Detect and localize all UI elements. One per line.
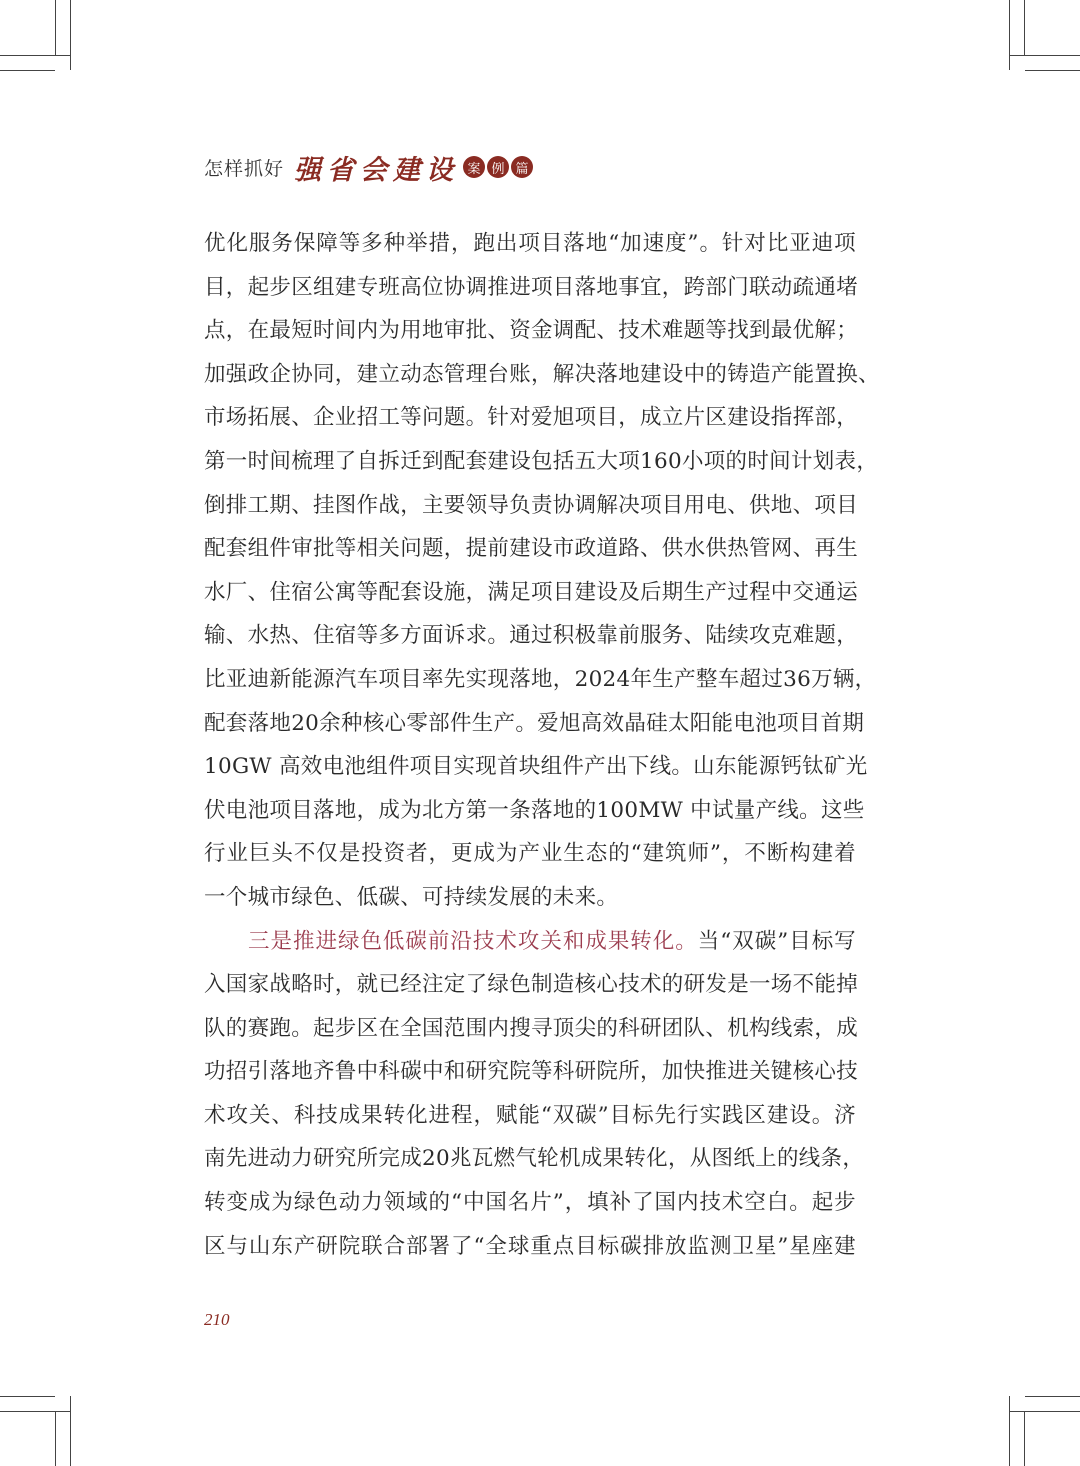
text-line: 目，起步区组建专班高位协调推进项目落地事宜，跨部门联动疏通堵 bbox=[204, 274, 859, 300]
text-line: 倒排工期、挂图作战，主要领导负责协调解决项目用电、供地、项目 bbox=[204, 492, 859, 518]
text-line: 点，在最短时间内为用地审批、资金调配、技术难题等找到最优解； bbox=[204, 318, 859, 344]
header-badge: 案 bbox=[463, 156, 485, 178]
text-line: 一个城市绿色、低碳、可持续发展的未来。 bbox=[204, 884, 619, 910]
header-badge: 篇 bbox=[511, 156, 533, 178]
running-header bbox=[204, 150, 533, 184]
text-line: 队的赛跑。起步区在全国范围内搜寻顶尖的科研团队、机构线索，成 bbox=[204, 1015, 859, 1041]
crop-mark-bottom-right-v bbox=[1009, 1396, 1010, 1466]
text-line: 配套组件审批等相关问题，提前建设市政道路、供水供热管网、再生 bbox=[204, 536, 859, 562]
text-line: 优化服务保障等多种举措，跑出项目落地“加速度”。针对比亚迪项 bbox=[204, 231, 856, 256]
section-heading-highlight: 三是推进绿色低碳前沿技术攻关和成果转化。 bbox=[248, 928, 698, 954]
crop-mark-bottom-left-h bbox=[0, 1396, 55, 1397]
crop-mark-top-right-v bbox=[1009, 0, 1010, 70]
header-lead: 怎样抓好 bbox=[204, 157, 285, 180]
text-line: 10GW 高效电池组件项目实现首块组件产出下线。山东能源钙钛矿光 bbox=[204, 754, 868, 780]
text-line: 水厂、住宿公寓等配套设施，满足项目建设及后期生产过程中交通运 bbox=[204, 579, 859, 605]
crop-mark-bottom-left-v bbox=[70, 1396, 71, 1466]
header-brand: 强省会建设 bbox=[294, 154, 460, 186]
crop-mark-bottom-left-h2 bbox=[0, 1411, 70, 1412]
header-badge: 例 bbox=[487, 156, 509, 178]
text-line: 第一时间梳理了自拆迁到配套建设包括五大项160小项的时间计划表， bbox=[204, 448, 879, 474]
crop-mark-top-left-v2 bbox=[55, 0, 56, 55]
crop-mark-top-right-v2 bbox=[1024, 0, 1025, 55]
page-number: 210 bbox=[204, 1310, 230, 1329]
crop-mark-bottom-right-h bbox=[1025, 1396, 1080, 1397]
crop-mark-bottom-right-h2 bbox=[1010, 1411, 1080, 1412]
text-line: 比亚迪新能源汽车项目率先实现落地，2024年生产整车超过36万辆， bbox=[204, 666, 877, 692]
text-line: 配套落地20余种核心零部件生产。爱旭高效晶硅太阳能电池项目首期 bbox=[204, 710, 865, 736]
crop-mark-top-right-h bbox=[1025, 70, 1080, 71]
crop-mark-top-left-h bbox=[0, 70, 55, 71]
text-line: 区与山东产研院联合部署了“全球重点目标碳排放监测卫星”星座建 bbox=[204, 1233, 856, 1259]
crop-mark-bottom-right-v2 bbox=[1024, 1411, 1025, 1466]
text-line: 南先进动力研究所完成20兆瓦燃气轮机成果转化，从图纸上的线条， bbox=[204, 1146, 865, 1172]
text-line: 功招引落地齐鲁中科碳中和研究院等科研院所，加快推进关键核心技 bbox=[204, 1059, 859, 1085]
text-line-first bbox=[204, 920, 856, 964]
text-run: 当“双碳”目标写 bbox=[697, 928, 856, 954]
crop-mark-bottom-left-v2 bbox=[55, 1411, 56, 1466]
text-line: 转变成为绿色动力领域的“中国名片”，填补了国内技术空白。起步 bbox=[204, 1190, 856, 1216]
crop-mark-top-right-h2 bbox=[1010, 55, 1080, 56]
text-line: 加强政企协同，建立动态管理台账，解决落地建设中的铸造产能置换、 bbox=[204, 361, 880, 387]
paragraph-2 bbox=[204, 920, 865, 1269]
text-line: 术攻关、科技成果转化进程，赋能“双碳”目标先行实践区建设。济 bbox=[204, 1102, 856, 1128]
header-badges bbox=[463, 156, 533, 178]
text-line: 市场拓展、企业招工等问题。针对爱旭项目，成立片区建设指挥部， bbox=[204, 405, 859, 431]
body-text bbox=[204, 222, 880, 1268]
text-line: 伏电池项目落地，成为北方第一条落地的100MW 中试量产线。这些 bbox=[204, 797, 865, 823]
text-line: 入国家战略时，就已经注定了绿色制造核心技术的研发是一场不能掉 bbox=[204, 972, 859, 998]
paragraph-1 bbox=[204, 222, 880, 920]
text-line: 输、水热、住宿等多方面诉求。通过积极靠前服务、陆续攻克难题， bbox=[204, 623, 859, 649]
crop-mark-top-left-h2 bbox=[0, 55, 70, 56]
text-line: 行业巨头不仅是投资者，更成为产业生态的“建筑师”，不断构建着 bbox=[204, 841, 856, 867]
crop-mark-top-left-v bbox=[70, 0, 71, 70]
